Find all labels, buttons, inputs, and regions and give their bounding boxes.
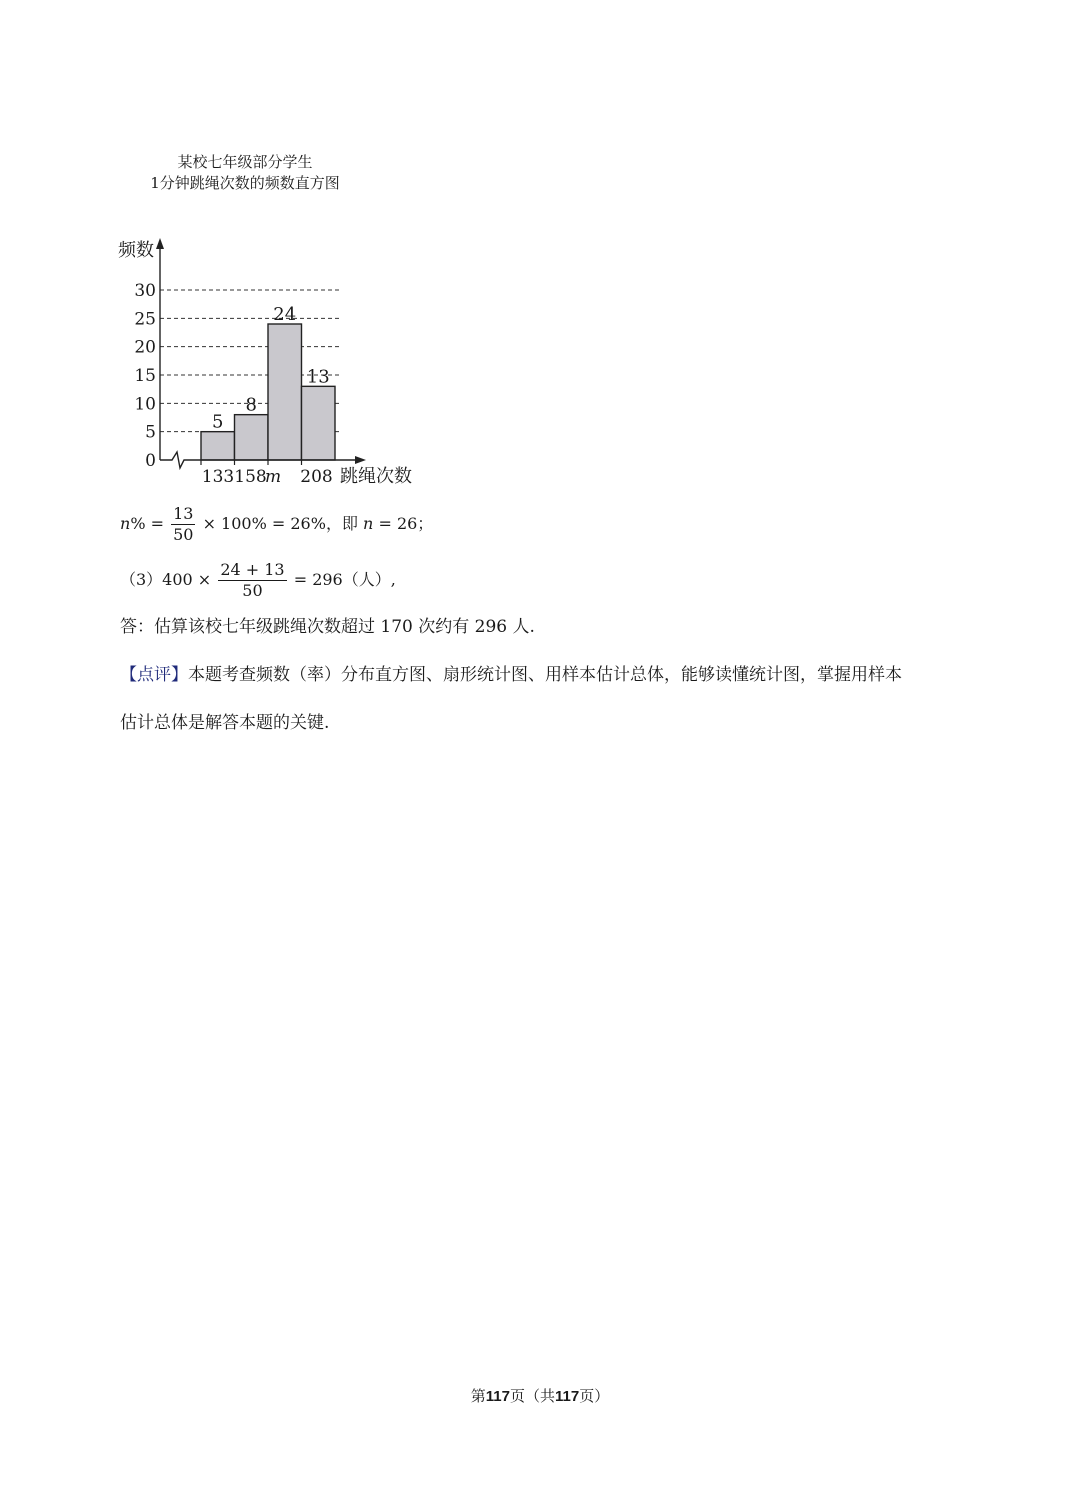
- eq1-var-n: n: [120, 514, 131, 533]
- equation-part3: [120, 560, 396, 601]
- histogram-bar: [201, 432, 235, 460]
- eq1-lhs-rest: % =: [130, 514, 165, 533]
- eq1-denominator: 50: [173, 525, 194, 544]
- x-tick-label: m: [264, 467, 282, 487]
- x-tick-label: 208: [300, 467, 333, 487]
- y-axis-arrow: [156, 238, 164, 249]
- bar-value-label: 8: [245, 394, 257, 416]
- y-tick-label: 5: [145, 422, 156, 443]
- eq1-tail: = 26；: [378, 514, 434, 533]
- chart-title: [120, 152, 370, 194]
- x-tick-label: 133: [201, 467, 235, 487]
- eq1-rest: × 100% = 26%: [202, 514, 326, 533]
- histogram-bar: [235, 415, 269, 460]
- chart-title-line1: 某校七年级部分学生: [177, 153, 313, 171]
- eq2-prefix: （3）400 ×: [120, 570, 212, 589]
- comment-tag: 【点评】: [120, 665, 188, 685]
- eq1-conj: ，即: [325, 514, 358, 533]
- eq1-var-n2: n: [363, 514, 374, 533]
- y-axis-ticks: [134, 281, 156, 471]
- y-axis-label: 频数: [118, 240, 154, 261]
- y-tick-label: 10: [134, 394, 156, 415]
- eq2-denominator: 50: [242, 581, 263, 600]
- x-axis-ticks: [201, 460, 333, 487]
- answer-text: 答：估算该校七年级跳绳次数超过 170 次约有 296 人.: [120, 617, 535, 637]
- eq1-fraction: [171, 504, 195, 545]
- y-tick-label: 25: [134, 309, 156, 330]
- eq2-fraction: [218, 560, 286, 601]
- x-axis-label: 跳绳次数: [340, 466, 412, 487]
- footer-suffix: 页）: [579, 1387, 610, 1405]
- y-tick-label: 15: [134, 366, 156, 386]
- histogram-bar: [302, 386, 336, 460]
- eq1-numerator: 13: [173, 504, 194, 523]
- bar-value-label: 24: [273, 304, 297, 325]
- footer-page-number: 117: [485, 1388, 510, 1405]
- footer-prefix: 第: [470, 1387, 486, 1405]
- comment-line2: 估计总体是解答本题的关键.: [120, 713, 330, 733]
- footer-total-pages: 117: [555, 1388, 580, 1405]
- x-axis-arrow: [355, 456, 366, 464]
- bar-value-label: 13: [306, 366, 330, 388]
- y-tick-label: 30: [134, 281, 156, 301]
- comment-line1: [120, 651, 970, 699]
- frequency-histogram: [110, 230, 440, 495]
- x-tick-label: 158: [234, 467, 267, 487]
- chart-title-line2: 1分钟跳绳次数的频数直方图: [150, 174, 340, 192]
- equation-n-percent: [120, 504, 433, 545]
- comment-block: [120, 651, 970, 747]
- histogram-bar: [268, 324, 302, 460]
- page-footer: [0, 1385, 1080, 1406]
- comment-line1-text: 本题考查频数（率）分布直方图、扇形统计图、用样本估计总体，能够读懂统计图，掌握用样本: [188, 665, 902, 685]
- bar-value-label: 5: [212, 411, 224, 433]
- y-tick-label: 0: [145, 451, 156, 471]
- y-tick-label: 20: [134, 337, 156, 358]
- eq2-rest: = 296（人）,: [293, 570, 396, 589]
- footer-middle: 页（共: [509, 1387, 555, 1405]
- chart-bars: [201, 324, 335, 460]
- eq2-numerator: 24 + 13: [220, 560, 285, 579]
